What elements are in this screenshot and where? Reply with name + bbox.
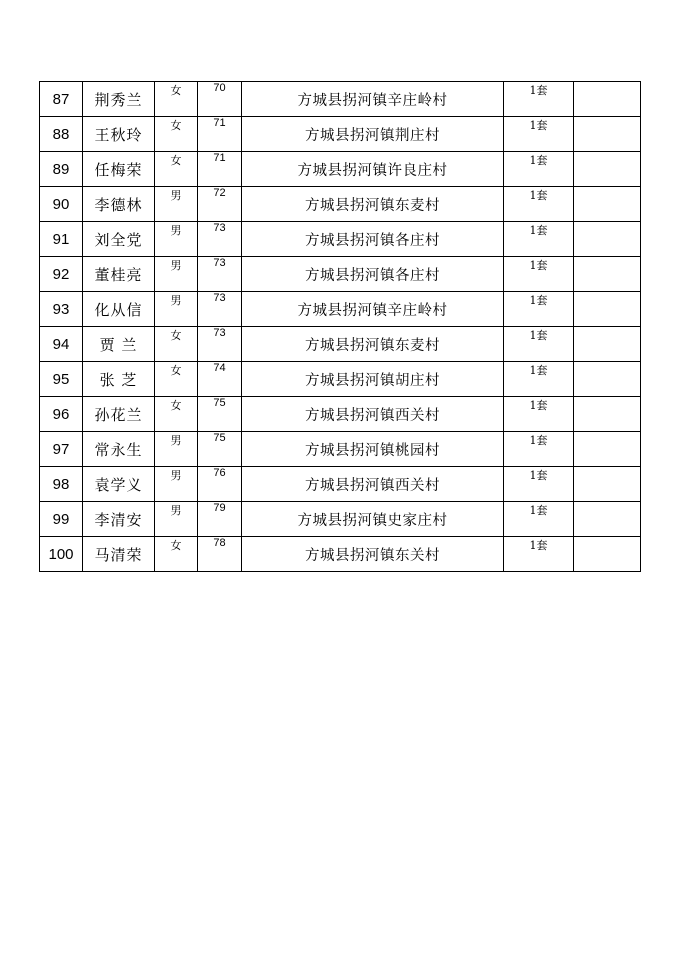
remarks-cell	[574, 222, 641, 257]
recipient-age: 70	[198, 82, 242, 117]
row-number: 93	[40, 292, 83, 327]
item-quantity: 1套	[504, 397, 574, 432]
recipient-sex: 女	[155, 152, 198, 187]
item-quantity: 1套	[504, 502, 574, 537]
recipient-name: 马清荣	[83, 537, 155, 572]
recipient-name: 李清安	[83, 502, 155, 537]
table-row	[40, 292, 641, 327]
row-number: 96	[40, 397, 83, 432]
row-number: 92	[40, 257, 83, 292]
remarks-cell	[574, 152, 641, 187]
recipient-age: 73	[198, 257, 242, 292]
recipient-age: 73	[198, 222, 242, 257]
recipient-age: 73	[198, 327, 242, 362]
remarks-cell	[574, 362, 641, 397]
recipient-age: 75	[198, 397, 242, 432]
remarks-cell	[574, 292, 641, 327]
table-row	[40, 222, 641, 257]
recipient-age: 73	[198, 292, 242, 327]
item-quantity: 1套	[504, 152, 574, 187]
remarks-cell	[574, 432, 641, 467]
remarks-cell	[574, 397, 641, 432]
table-row	[40, 152, 641, 187]
recipient-sex: 女	[155, 537, 198, 572]
item-quantity: 1套	[504, 432, 574, 467]
recipient-age: 78	[198, 537, 242, 572]
recipient-name: 王秋玲	[83, 117, 155, 152]
recipient-name: 孙花兰	[83, 397, 155, 432]
recipient-sex: 男	[155, 222, 198, 257]
recipient-sex: 男	[155, 432, 198, 467]
recipient-sex: 男	[155, 187, 198, 222]
recipient-address: 方城县拐河镇西关村	[242, 397, 504, 432]
recipient-sex: 男	[155, 467, 198, 502]
recipient-address: 方城县拐河镇东麦村	[242, 187, 504, 222]
item-quantity: 1套	[504, 362, 574, 397]
item-quantity: 1套	[504, 187, 574, 222]
recipient-address: 方城县拐河镇西关村	[242, 467, 504, 502]
recipient-name: 贾 兰	[83, 327, 155, 362]
recipient-age: 75	[198, 432, 242, 467]
recipient-table-body	[40, 82, 641, 572]
recipient-sex: 男	[155, 292, 198, 327]
recipient-address: 方城县拐河镇荆庄村	[242, 117, 504, 152]
recipient-sex: 男	[155, 257, 198, 292]
row-number: 87	[40, 82, 83, 117]
recipient-address: 方城县拐河镇辛庄岭村	[242, 292, 504, 327]
table-row	[40, 502, 641, 537]
item-quantity: 1套	[504, 222, 574, 257]
recipient-name: 任梅荣	[83, 152, 155, 187]
recipient-sex: 女	[155, 397, 198, 432]
table-row	[40, 537, 641, 572]
recipient-sex: 女	[155, 82, 198, 117]
remarks-cell	[574, 257, 641, 292]
recipient-name: 化从信	[83, 292, 155, 327]
remarks-cell	[574, 537, 641, 572]
remarks-cell	[574, 502, 641, 537]
item-quantity: 1套	[504, 537, 574, 572]
item-quantity: 1套	[504, 292, 574, 327]
remarks-cell	[574, 187, 641, 222]
recipient-table	[39, 81, 641, 572]
row-number: 97	[40, 432, 83, 467]
table-row	[40, 187, 641, 222]
recipient-sex: 女	[155, 327, 198, 362]
recipient-address: 方城县拐河镇东关村	[242, 537, 504, 572]
table-row	[40, 397, 641, 432]
recipient-age: 71	[198, 152, 242, 187]
table-row	[40, 257, 641, 292]
recipient-name: 张 芝	[83, 362, 155, 397]
recipient-name: 董桂亮	[83, 257, 155, 292]
recipient-address: 方城县拐河镇东麦村	[242, 327, 504, 362]
recipient-age: 74	[198, 362, 242, 397]
item-quantity: 1套	[504, 467, 574, 502]
recipient-address: 方城县拐河镇各庄村	[242, 222, 504, 257]
row-number: 98	[40, 467, 83, 502]
recipient-address: 方城县拐河镇史家庄村	[242, 502, 504, 537]
recipient-sex: 男	[155, 502, 198, 537]
table-row	[40, 467, 641, 502]
recipient-address: 方城县拐河镇桃园村	[242, 432, 504, 467]
recipient-address: 方城县拐河镇各庄村	[242, 257, 504, 292]
table-row	[40, 117, 641, 152]
row-number: 90	[40, 187, 83, 222]
recipient-name: 李德林	[83, 187, 155, 222]
item-quantity: 1套	[504, 327, 574, 362]
table-row	[40, 362, 641, 397]
recipient-name: 常永生	[83, 432, 155, 467]
recipient-address: 方城县拐河镇胡庄村	[242, 362, 504, 397]
recipient-address: 方城县拐河镇辛庄岭村	[242, 82, 504, 117]
item-quantity: 1套	[504, 117, 574, 152]
row-number: 99	[40, 502, 83, 537]
recipient-age: 72	[198, 187, 242, 222]
recipient-name: 袁学义	[83, 467, 155, 502]
recipient-age: 76	[198, 467, 242, 502]
remarks-cell	[574, 117, 641, 152]
item-quantity: 1套	[504, 257, 574, 292]
row-number: 89	[40, 152, 83, 187]
row-number: 91	[40, 222, 83, 257]
recipient-sex: 女	[155, 117, 198, 152]
recipient-age: 71	[198, 117, 242, 152]
remarks-cell	[574, 467, 641, 502]
table-row	[40, 327, 641, 362]
row-number: 88	[40, 117, 83, 152]
recipient-name: 荆秀兰	[83, 82, 155, 117]
recipient-age: 79	[198, 502, 242, 537]
row-number: 94	[40, 327, 83, 362]
recipient-sex: 女	[155, 362, 198, 397]
table-row	[40, 432, 641, 467]
remarks-cell	[574, 327, 641, 362]
row-number: 100	[40, 537, 83, 572]
remarks-cell	[574, 82, 641, 117]
row-number: 95	[40, 362, 83, 397]
recipient-name: 刘全党	[83, 222, 155, 257]
item-quantity: 1套	[504, 82, 574, 117]
recipient-address: 方城县拐河镇许良庄村	[242, 152, 504, 187]
table-row	[40, 82, 641, 117]
